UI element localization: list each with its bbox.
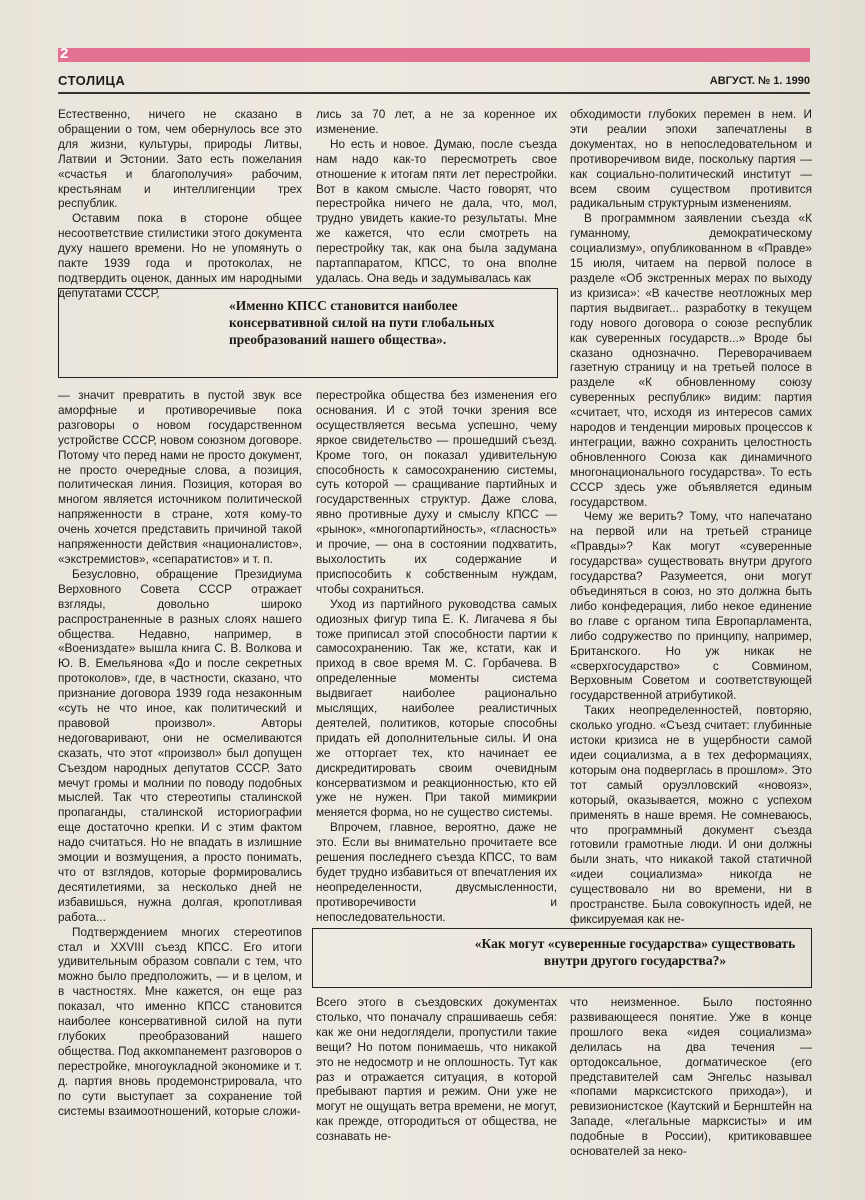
column-2-main — [316, 388, 557, 923]
paragraph: обходимости глубоких перемен в нем. И эти реалии эпохи запечатлены в документах, но в непоследовательном и противоречивом виде, поскольку партия — как социально-политический институт — всем своим существом противится радикальным структурным изменениям. — [570, 107, 812, 211]
page-number: 2 — [60, 45, 69, 62]
paragraph: что неизменное. Было постоянно развивающееся понятие. Уже в конце прошлого века «идея социализма» делилась на два течения — ортодоксальное, догматическое (его представителей сам Энгельс называл «попами марксистского прихода»), и ревизионистское (Каутский и Бернштейн на Западе, «легальные марксисты» и им подобные в России), критиковавшее основателей за неко- — [570, 995, 812, 1159]
issue-date: АВГУСТ. № 1. 1990 — [709, 75, 810, 87]
paragraph: Впрочем, главное, вероятно, даже не это. Если вы внимательно прочитаете все решения последнего съезда КПСС, то вам будет трудно избавиться от впечатления их неопределенности, двусмысленности, противоречивости и непоследовательности. — [316, 820, 557, 924]
paragraph: Всего этого в съездовских документах столько, что поначалу спрашиваешь себя: как же они недоглядели, пропустили такие вещи? Но потом понимаешь, что никакой это не недосмотр и не оплошность. Тут как раз и отражается ситуация, в которой пребывают партия и режим. Они уже не могут не ощущать ветра времени, не могут, как прежде, отгородиться от общества, не сознавать не- — [316, 995, 557, 1144]
paragraph: Уход из партийного руководства самых одиозных фигур типа Е. К. Лигачева я бы тоже приписал этой способности партии к самосохранению. Так же, кстати, как и приход в свое время М. С. Горбачева. В определенные моменты система выдвигает наиболее рационально мыслящих, наиболее реалистичных деятелей, политиков, которые способны придать ей дополнительные силы. И она же отторгает тех, кто начинает ее дискредитировать своим очевидным консерватизмом и реакционностью, кто ей уже не нужен. При такой мимикрии меняется форма, но не существо системы. — [316, 596, 557, 820]
column-3 — [570, 107, 812, 927]
column-2-top — [316, 107, 557, 285]
paragraph: Таких неопределенностей, повторяю, сколько угодно. «Съезд считает: глубинные истоки кризиса не в ущербности самой идеи социализма, а в тех деформациях, которым она подверглась в прошлом». Это тот самый оруэлловский «новояз», который, оказывается, можно с успехом применять в наше время. Не сомневаюсь, что программный документ съезда готовили грамотные люди. И они должны были знать, что никакой такой статичной «идеи социализма» никогда не существовало ни во времени, ни в пространстве. Была совокупность идей, не фиксируемая как не- — [570, 703, 812, 926]
column-2-bottom — [316, 995, 557, 1190]
paragraph: лись за 70 лет, а не за коренное их изменение. — [316, 107, 557, 136]
pullquote-text: «Как могут «суверенные государства» существовать внутри другого государства?» — [474, 936, 796, 968]
pullquote-box — [312, 928, 812, 988]
paragraph: Чему же верить? Тому, что напечатано на первой или на третьей странице «Правды»? Как могут «суверенные государства» существовать внутри другого государства? Разумеется, они могут объединяться в союз, но это должна быть либо конфедерация, либо некое единение во главе с органом типа Европарламента, либо содружество по принципу, например, Британского. Но уж никак не «сверхгосударство» с Совмином, Верховным Советом и соответствующей государственной атрибутикой. — [570, 509, 812, 703]
paragraph: — значит превратить в пустой звук все аморфные и противоречивые пока разговоры о новом государственном устройстве СССР, новом союзном договоре. Потому что перед нами не просто документ, не просто очередные слова, а позиция, политическая линия. Позиция, которая во многом является источником политической напряженности в стране, хотя кому-то очень хочется представить причиной такой напряженности действия «националистов», «экстремистов», «сепаратистов» и т. п. — [58, 388, 302, 566]
header-color-band — [58, 48, 810, 62]
column-1-top — [58, 107, 302, 300]
paragraph: перестройка общества без изменения его основания. И с этой точки зрения все осуществляется весьма успешно, чему яркое свидетельство — прошедший съезд. Кроме того, он показал удивительную способность к самосохранению системы, суть которой — сращивание партийных и государственных структур. Даже слова, явно противные духу и смыслу КПСС — «рынок», «многопартийность», «гласность» и прочие, — она в состоянии подхватить, выхолостить их содержание и приспособить к собственным нуждам, чтобы сохраниться. — [316, 388, 557, 596]
paragraph: Безусловно, обращение Президиума Верховного Совета СССР отражает взгляды, довольно широко распространенные в разных слоях нашего общества. Недавно, например, в «Воениздате» вышла книга С. В. Волкова и Ю. В. Емельянова «До и после секретных протоколов», где, в частности, сказано, что признание договора 1939 года незаконным «суть не что иное, как политический и правовой произвол». Авторы недоговаривают, они не осмеливаются сказать, что этот «произвол» был допущен Съездом народных депутатов СССР. Зато мечут громы и молнии по поводу подобных мыслей. Так что стереотипы сталинской пропаганды, сталинской историографии еще достаточно крепки. И с этим фактом надо считаться. Но не впадать в излишние эмоции и возмущения, а просто понимать, что от взглядов, которые формировались десятилетиями, за несколько дней не избавишься, нужна долгая, кропотливая работа... — [58, 566, 302, 924]
paragraph: Подтверждением многих стереотипов стал и XXVIII съезд КПСС. Его итоги удивительным образом совпали с тем, что можно было предположить, — и в целом, и в частностях. Мне кажется, он еще раз показал, что именно КПСС становится наиболее консервативной силой на пути глубоких преобразований нашего общества. Под аккомпанемент разговоров о перестройке, многоукладной экономике и т. д. партия вновь продемонстрировала, что по сути выступает за сохранение той системы взаимоотношений, которые сложи- — [58, 924, 302, 1118]
paragraph: Естественно, ничего не сказано в обращении о том, чем обернулось все это для жизни, культуры, природы Литвы, Латвии и Эстонии. Зато есть пожелания «счастья и благополучия» рабочим, крестьянам и интеллигенции трех республик. — [58, 107, 302, 211]
masthead-rule — [58, 92, 810, 94]
pullquote-text: «Именно КПСС становится наиболее консервативной силой на пути глобальных преобразований нашего общества». — [229, 298, 495, 347]
newspaper-title: СТОЛИЦА — [58, 73, 126, 88]
column-3-bottom — [570, 995, 812, 1190]
column-1-main — [58, 388, 302, 1188]
paragraph: В программном заявлении съезда «К гуманному, демократическому социализму», опубликованном в «Правде» 15 июля, читаем на первой полосе в разделе «Об экстренных мерах по выходу из кризиса»: «В качестве неотложных мер партия выдвигает... разработку в текущем году нового договора о союзе республик как суверенных государств...» Вроде бы сказано однозначно. Переворачиваем газетную страницу и на третьей полосе в разделе «К обновленному союзу суверенных республик» видим: партия «считает, что, исходя из интересов самих народов и тенденции мировых процессов к интеграции, важно сохранить целостность обновленного Союза как динамичного многонационального государства». То есть СССР здесь уже объявляется единым государством. — [570, 211, 812, 509]
pullquote-box — [58, 288, 558, 378]
paragraph: Но есть и новое. Думаю, после съезда нам надо как-то пересмотреть свое отношение к итогам пяти лет перестройки. Вот в каком смысле. Часто говорят, что перестройка ничего не дала, что, мол, трудно увидеть какие-то результаты. Мне же кажется, что если смотреть на перестройку так, как она была задумана партаппаратом, КПСС, то она вполне удалась. Она ведь и задумывалась как — [316, 136, 557, 285]
paragraph: Оставим пока в стороне общее несоответствие стилистики этого документа духу нашего времени. Но не упомянуть о пакте 1939 года и протоколах, не подтвердить оценок, данных им народными депутатами СССР, — [58, 211, 302, 300]
